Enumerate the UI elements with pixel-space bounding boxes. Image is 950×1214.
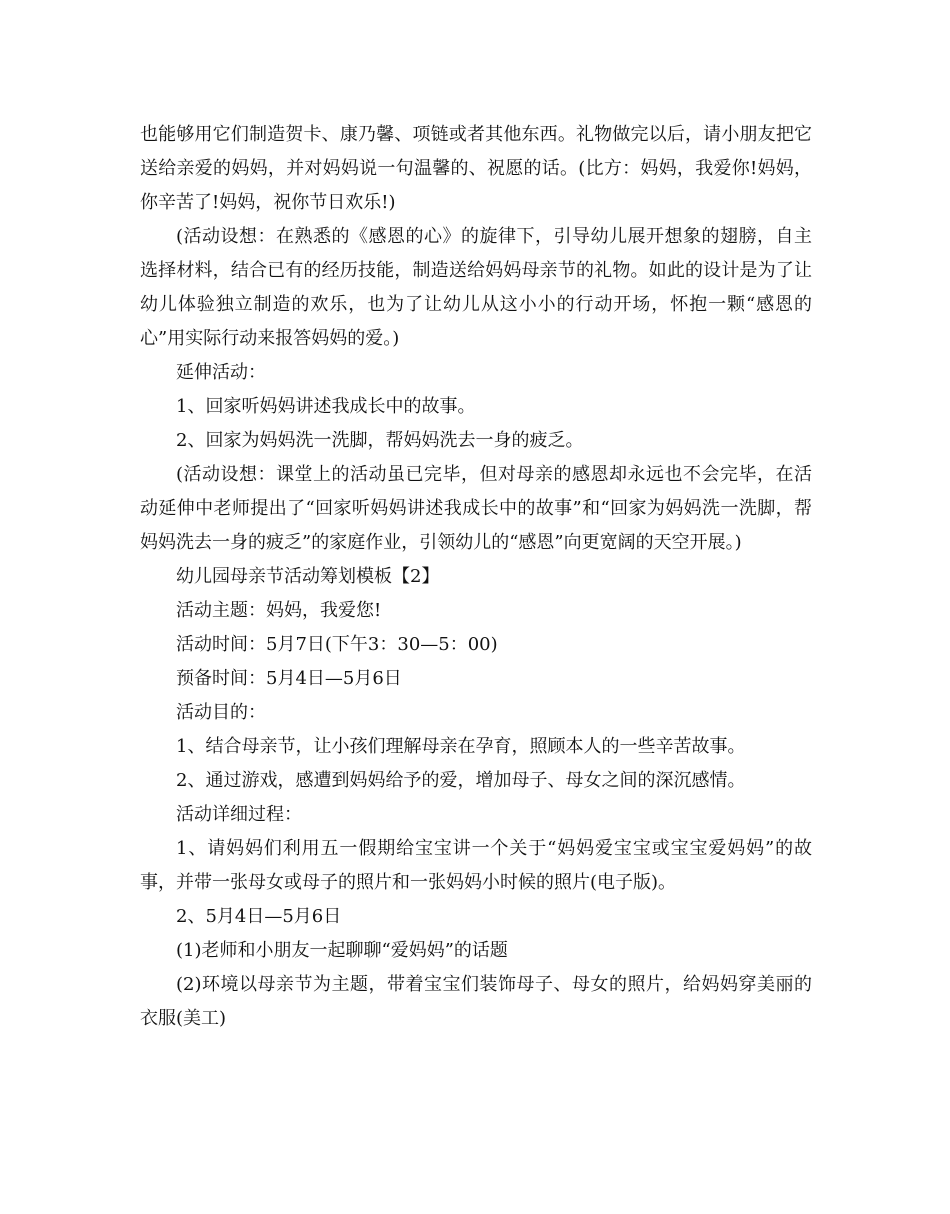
section-heading: 活动详细过程：: [176, 804, 302, 825]
list-item: 2、回家为妈妈洗一洗脚，帮妈妈洗去一身的疲乏。: [176, 430, 584, 451]
document-body: [140, 118, 812, 1036]
list-item: 2、5月4日—5月6日: [176, 906, 342, 927]
activity-theme: 活动主题：妈妈，我爱您!: [176, 600, 382, 621]
paragraph: (活动设想：课堂上的活动虽已完毕，但对母亲的感恩却永远也不会完毕，在活动延伸中老师提出了“回家听妈妈讲述我成长中的故事”和“回家为妈妈洗一洗脚，帮妈妈洗去一身的疲乏”的家庭作业，引领幼儿的“感恩”向更宽阔的天空开展。): [140, 464, 812, 553]
paragraph: (活动设想：在熟悉的《感恩的心》的旋律下，引导幼儿展开想象的翅膀，自主选择材料，结合已有的经历技能，制造送给妈妈母亲节的礼物。如此的设计是为了让幼儿体验独立制造的欢乐，也为了让幼儿从这小小的行动开场，怀抱一颗“感恩的心”用实际行动来报答妈妈的爱。): [140, 226, 812, 349]
section-heading: 延伸活动：: [176, 362, 266, 383]
list-item: 2、通过游戏，感遭到妈妈给予的爱，增加母子、母女之间的深沉感情。: [176, 770, 746, 791]
paragraph: 也能够用它们制造贺卡、康乃馨、项链或者其他东西。礼物做完以后，请小朋友把它送给亲爱的妈妈，并对妈妈说一句温馨的、祝愿的话。(比方：妈妈，我爱你!妈妈，你辛苦了!妈妈，祝你节日欢乐!): [140, 124, 812, 213]
list-item: 1、回家听妈妈讲述我成长中的故事。: [176, 396, 476, 417]
document-title: 幼儿园母亲节活动筹划模板【2】: [176, 566, 440, 587]
list-item: 1、请妈妈们利用五一假期给宝宝讲一个关于“妈妈爱宝宝或宝宝爱妈妈”的故事，并带一张母女或母子的照片和一张妈妈小时候的照片(电子版)。: [140, 838, 812, 893]
list-item: 1、结合母亲节，让小孩们理解母亲在孕育，照顾本人的一些辛苦故事。: [176, 736, 746, 757]
sub-list-item: (2)环境以母亲节为主题，带着宝宝们装饰母子、母女的照片，给妈妈穿美丽的衣服(美工): [140, 974, 812, 1029]
section-heading: 活动目的：: [176, 702, 266, 723]
activity-time: 活动时间：5月7日(下午3：30—5：00): [176, 634, 498, 655]
preparation-time: 预备时间：5月4日—5月6日: [176, 668, 402, 689]
sub-list-item: (1)老师和小朋友一起聊聊“爱妈妈”的话题: [176, 940, 508, 961]
